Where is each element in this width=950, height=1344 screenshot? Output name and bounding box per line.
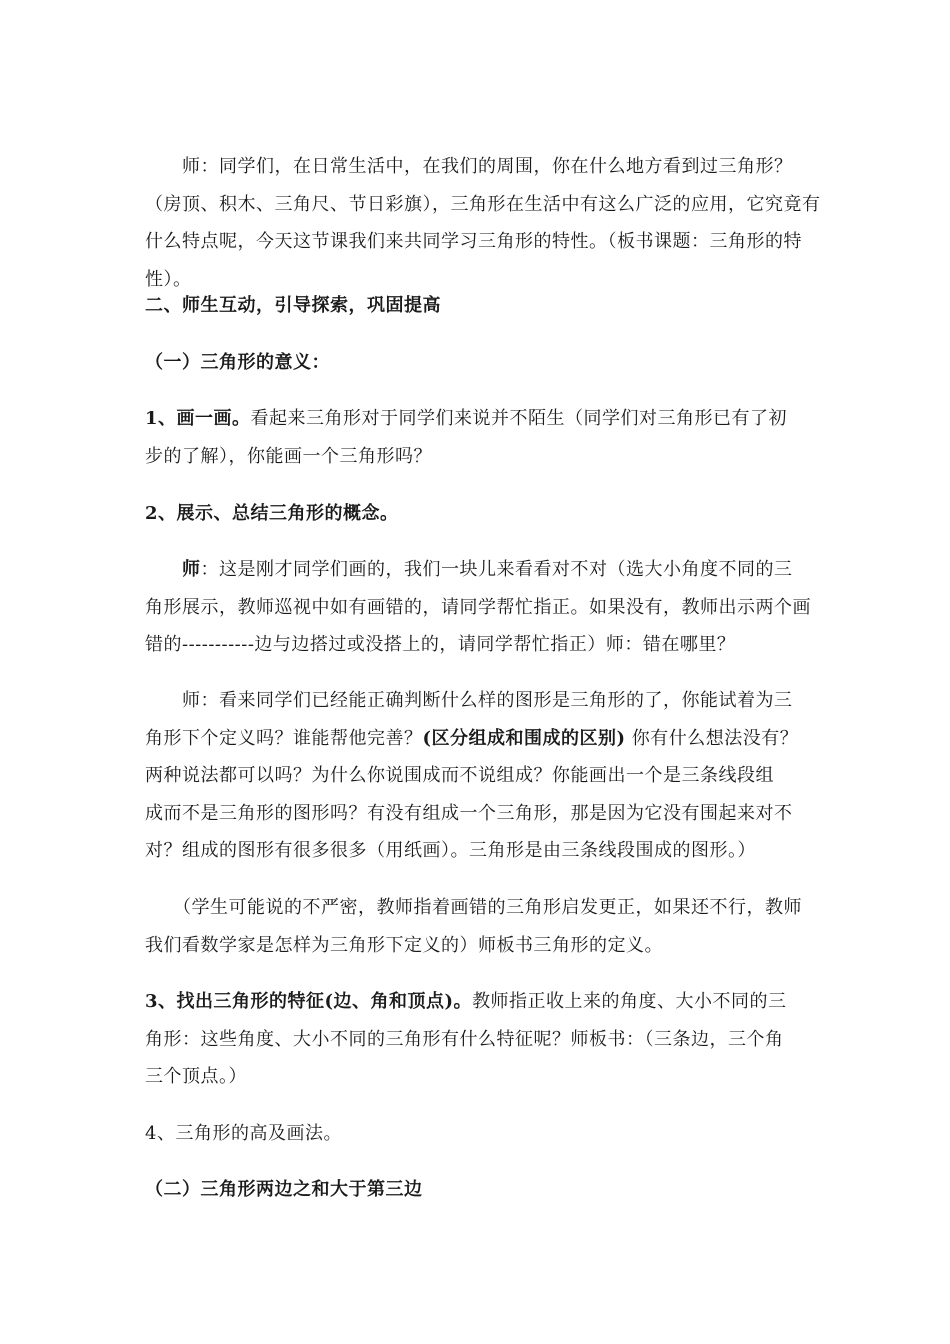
teacher-paragraph-2	[145, 682, 825, 870]
subsection-heading-2: （二）三角形两边之和大于第三边	[145, 1179, 423, 1200]
teacher-2-line-2a: 角形下个定义吗？谁能帮他完善？	[145, 727, 423, 749]
teacher-2-line-3: 两种说法都可以吗？为什么你说围成而不说组成？你能画出一个是三条线段组	[145, 765, 774, 786]
item-1-line-2: 步的了解），你能画一个三角形吗？	[145, 445, 432, 467]
subsection-heading-1: （一）三角形的意义：	[145, 352, 330, 373]
item-1-paragraph	[145, 400, 825, 475]
teacher-2-line-1: 师：看来同学们已经能正确判断什么样的图形是三角形的了，你能试着为三	[145, 690, 793, 711]
student-paragraph	[145, 889, 825, 964]
teacher-1-line-1	[145, 551, 825, 589]
teacher-2-line-5: 对？组成的图形有很多很多（用纸画）。三角形是由三条线段围成的图形。）	[145, 840, 756, 861]
teacher-paragraph-1	[145, 551, 825, 664]
item-3-paragraph	[145, 983, 825, 1096]
intro-paragraph	[145, 148, 825, 298]
student-line-2: 我们看数学家是怎样为三角形下定义的）师板书三角形的定义。	[145, 934, 663, 956]
intro-line-1: 师：同学们，在日常生活中，在我们的周围，你在什么地方看到过三角形？	[145, 156, 793, 177]
item-1-lead: 1、画一画。	[145, 408, 251, 429]
item-4-paragraph: 4、三角形的高及画法。	[145, 1123, 342, 1144]
student-line-1: （学生可能说的不严密，教师指着画错的三角形启发更正，如果还不行，教师	[145, 897, 802, 918]
teacher-1-line-2: 角形展示，教师巡视中如有画错的，请同学帮忙指正。如果没有，教师出示两个画	[145, 596, 811, 618]
intro-line-4: 性）。	[145, 268, 192, 290]
teacher-1-line-3: 错的-----------边与边搭过或没搭上的，请同学帮忙指正）师：错在哪里？	[145, 634, 736, 655]
teacher-2-line-4: 成而不是三角形的图形吗？有没有组成一个三角形，那是因为它没有围起来对不	[145, 802, 793, 824]
item-2-heading: 2、展示、总结三角形的概念。	[145, 503, 399, 524]
teacher-2-line-2b: 你有什么想法没有？	[625, 727, 799, 749]
item-1-line-1	[145, 400, 825, 438]
section-heading-2: 二、师生互动，引导探索，巩固提高	[145, 295, 441, 316]
teacher-2-line-2	[145, 720, 825, 758]
item-3-line-1	[145, 983, 825, 1021]
item-3-line-3: 三个顶点。）	[145, 1066, 247, 1087]
item-3-lead: 3、找出三角形的特征(边、角和顶点)。	[145, 991, 473, 1012]
item-1-text: 看起来三角形对于同学们来说并不陌生（同学们对三角形已有了初	[250, 408, 788, 429]
teacher-1-text: ：这是刚才同学们画的，我们一块儿来看看对不对（选大小角度不同的三	[200, 559, 793, 580]
intro-line-2: （房顶、积木、三角尺、节日彩旗），三角形在生活中有这么广泛的应用，它究竟有	[145, 193, 821, 215]
teacher-1-lead: 师	[145, 559, 201, 580]
intro-line-3: 什么特点呢，今天这节课我们来共同学习三角形的特性。（板书课题：三角形的特	[145, 231, 802, 252]
item-3-line-2: 角形：这些角度、大小不同的三角形有什么特征呢？师板书：（三条边，三个角	[145, 1028, 784, 1050]
item-3-text: 教师指正收上来的角度、大小不同的三	[472, 991, 787, 1012]
teacher-2-emphasis: (区分组成和围成的区别)	[422, 727, 626, 749]
